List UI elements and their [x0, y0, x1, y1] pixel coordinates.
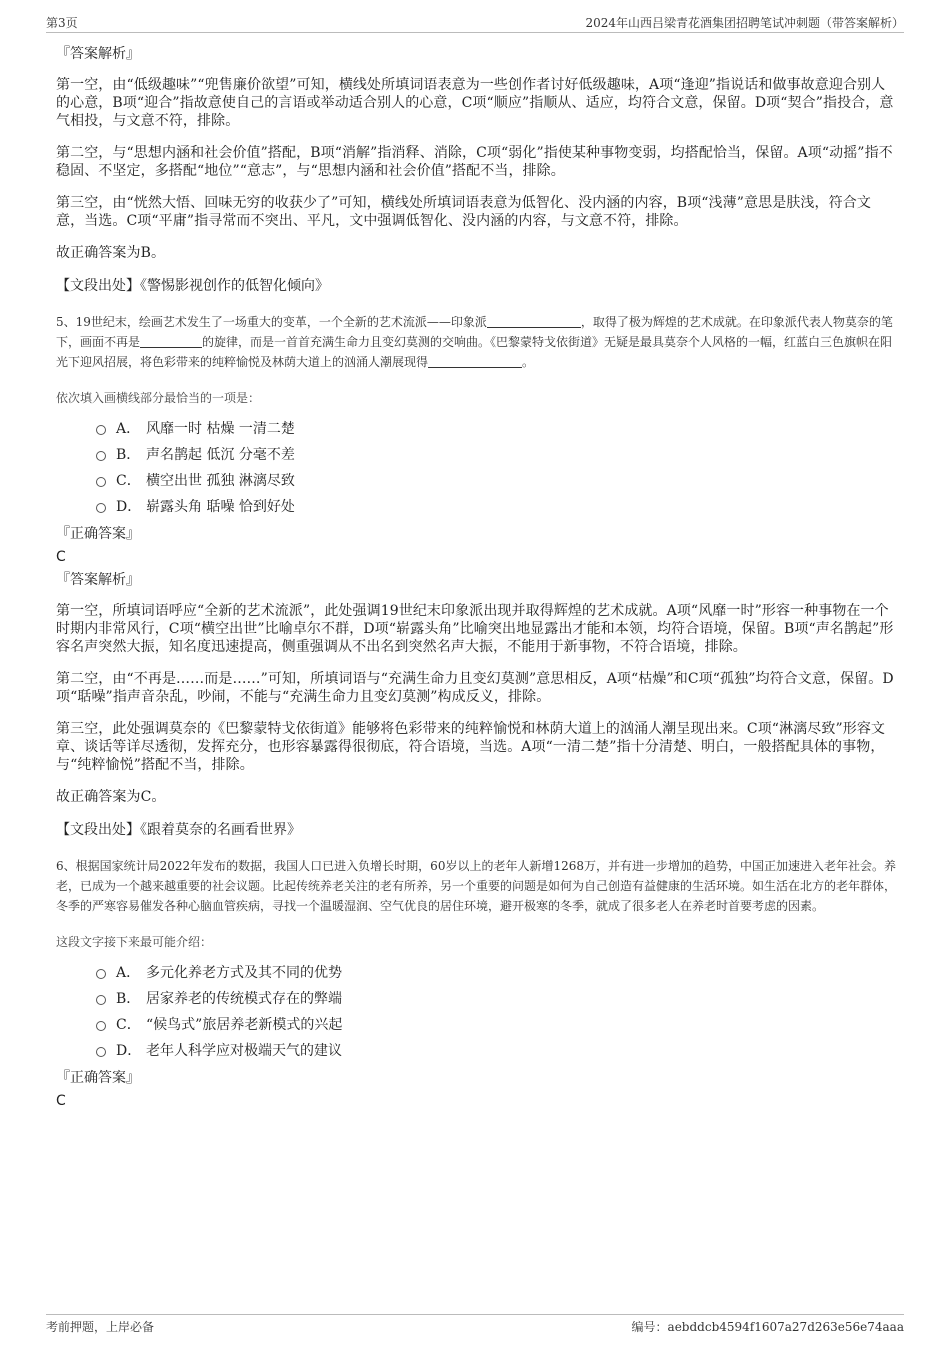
question-prompt: 这段文字接下来最可能介绍： — [56, 935, 213, 949]
option-letter: C． — [116, 1017, 141, 1033]
option-a[interactable] — [96, 416, 898, 442]
option-text: 声名鹊起 低沉 分毫不差 — [146, 447, 295, 463]
fill-blank — [428, 353, 522, 368]
option-c[interactable] — [96, 1012, 898, 1038]
analysis-paragraph: 第二空，由“不再是……而是……”可知，所填词语与“充满生命力且变幻莫测”意思相反，A项“枯燥”和C项“孤独”均符合文意，保留。D项“聒噪”指声音杂乱，吵闹，不能与“充满生命力且变幻莫测”构成反义，排除。 — [56, 671, 894, 705]
option-d[interactable] — [96, 494, 898, 520]
analysis-paragraph: 第二空，与“思想内涵和社会价值”搭配，B项“消解”指消释、消除，C项“弱化”指使某种事物变弱，均搭配恰当，保留。A项“动摇”指不稳固、不坚定，多搭配“地位”“意志”，与“思想内涵和社会价值”搭配不当，排除。 — [56, 145, 893, 179]
question-6 — [56, 856, 898, 1110]
analysis-paragraph: 第一空，由“低级趣味”“兜售廉价欲望”可知，横线处所填词语表意为一些创作者讨好低级趣味，A项“逢迎”指说话和做事故意迎合别人的心意，B项“迎合”指故意使自己的言语或举动适合别人的心意，C项“顺应”指顺从、适应，均符合文意，保留。D项“契合”指投合，意气相投，与文意不符，排除。 — [56, 77, 894, 129]
option-letter: B． — [116, 991, 141, 1007]
radio-icon[interactable] — [96, 425, 106, 435]
analysis-label: 『答案解析』 — [56, 572, 140, 588]
option-text: 风靡一时 枯燥 一清二楚 — [146, 421, 295, 437]
page-number: 第3页 — [46, 16, 78, 30]
analysis-conclusion: 故正确答案为B。 — [56, 245, 166, 261]
radio-icon[interactable] — [96, 477, 106, 487]
options-list — [96, 416, 898, 520]
question-stem — [56, 856, 898, 916]
option-d[interactable] — [96, 1038, 898, 1064]
radio-icon[interactable] — [96, 1047, 106, 1057]
question-4-analysis — [56, 44, 898, 296]
options-list — [96, 960, 898, 1064]
correct-answer-label: 『正确答案』 — [56, 1070, 140, 1086]
stem-text: 。 — [522, 355, 535, 369]
fill-blank — [487, 313, 581, 328]
option-text: 老年人科学应对极端天气的建议 — [146, 1043, 342, 1059]
option-c[interactable] — [96, 468, 898, 494]
analysis-label: 『答案解析』 — [56, 46, 140, 62]
option-b[interactable] — [96, 986, 898, 1012]
radio-icon[interactable] — [96, 503, 106, 513]
source-label: 【文段出处】 — [56, 278, 140, 294]
document-id: 编号：aebddcb4594f1607a27d263e56e74aaa — [631, 1320, 904, 1334]
source-citation — [56, 276, 898, 296]
fill-blank — [140, 333, 202, 348]
question-number: 5、 — [56, 315, 76, 329]
question-number: 6、 — [56, 859, 76, 873]
stem-text: ，取得了极为辉煌的艺术成就。在印象派代表人物莫奈的笔下，画面不再是 — [56, 315, 893, 349]
source-label: 【文段出处】 — [56, 822, 140, 838]
stem-text: 根据国家统计局2022年发布的数据，我国人口已进入负增长时期，60岁以上的老年人新增1268万，并有进一步增加的趋势，中国正加速进入老年社会。养老，已成为一个越来越重要的社会议题。比起传统养老关注的老有所养，另一个重要的问题是如何为自己创造有益健康的生活环境。如生活在北方的老年群体，冬季的严寒容易催发各种心脑血管疾病，寻找一个温暖湿润、空气优良的居住环境，避开极寒的冬季，就成了很多老人在养老时首要考虑的因素。 — [56, 859, 897, 913]
question-5 — [56, 312, 898, 840]
option-text: 横空出世 孤独 淋漓尽致 — [146, 473, 295, 489]
footer-slogan: 考前押题，上岸必备 — [46, 1320, 155, 1334]
option-letter: A． — [116, 421, 141, 437]
document-title: 2024年山西吕梁青花酒集团招聘笔试冲刺题（带答案解析） — [585, 16, 904, 30]
option-letter: A． — [116, 965, 141, 981]
option-text: 居家养老的传统模式存在的弊端 — [146, 991, 342, 1007]
page-content — [56, 44, 898, 1114]
question-prompt: 依次填入画横线部分最恰当的一项是： — [56, 391, 261, 405]
option-text: 多元化养老方式及其不同的优势 — [146, 965, 342, 981]
source-title: 《跟着莫奈的名画看世界》 — [140, 822, 301, 838]
analysis-paragraph: 第一空，所填词语呼应“全新的艺术流派”，此处强调19世纪末印象派出现并取得辉煌的艺术成就。A项“风靡一时”形容一种事物在一个时期内非常风行，C项“横空出世”比喻卓尔不群，D项“崭露头角”比喻突出地显露出才能和本领，均符合语境，保留。B项“声名鹊起”形容名声突然大振，知名度迅速提高，侧重强调从不出名到突然名声大振，不能用于新事物，不符合语境，排除。 — [56, 603, 894, 655]
page-footer — [46, 1314, 904, 1335]
radio-icon[interactable] — [96, 995, 106, 1005]
option-text: 崭露头角 聒噪 恰到好处 — [146, 499, 295, 515]
stem-text: 19世纪末，绘画艺术发生了一场重大的变革，一个全新的艺术流派——印象派 — [75, 315, 487, 329]
option-b[interactable] — [96, 442, 898, 468]
radio-icon[interactable] — [96, 451, 106, 461]
option-letter: B． — [116, 447, 141, 463]
page-header — [46, 12, 904, 33]
analysis-paragraph: 第三空，此处强调莫奈的《巴黎蒙特戈依街道》能够将色彩带来的纯粹愉悦和林荫大道上的汹涌人潮呈现出来。C项“淋漓尽致”形容文章、谈话等详尽透彻，发挥充分，也形容暴露得很彻底，符合语境，当选。A项“一清二楚”指十分清楚、明白，一般搭配具体的事物，与“纯粹愉悦”搭配不当，排除。 — [56, 721, 886, 773]
option-letter: D． — [116, 1043, 142, 1059]
correct-answer-label: 『正确答案』 — [56, 526, 140, 542]
analysis-conclusion: 故正确答案为C。 — [56, 789, 166, 805]
option-a[interactable] — [96, 960, 898, 986]
analysis-paragraph: 第三空，由“恍然大悟、回味无穷的收获少了”可知，横线处所填词语表意为低智化、没内涵的内容，B项“浅薄”意思是肤浅，符合文意，当选。C项“平庸”指寻常而不突出、平凡，文中强调低智化、没内涵的内容，与文意不符，排除。 — [56, 195, 871, 229]
source-citation — [56, 820, 898, 840]
correct-answer: C — [56, 1093, 66, 1109]
option-letter: D． — [116, 499, 142, 515]
stem-text: 的旋律，而是一首首充满生命力且变幻莫测的交响曲。《巴黎蒙特戈依街道》无疑是最具莫奈个人风格的一幅，红蓝白三色旗帜在阳光下迎风招展，将色彩带来的纯粹愉悦及林荫大道上的汹涌人潮展现得 — [56, 335, 893, 369]
radio-icon[interactable] — [96, 969, 106, 979]
correct-answer: C — [56, 549, 66, 565]
option-letter: C． — [116, 473, 141, 489]
radio-icon[interactable] — [96, 1021, 106, 1031]
question-stem — [56, 312, 898, 372]
option-text: “候鸟式”旅居养老新模式的兴起 — [146, 1017, 343, 1033]
source-title: 《警惕影视创作的低智化倾向》 — [140, 278, 329, 294]
